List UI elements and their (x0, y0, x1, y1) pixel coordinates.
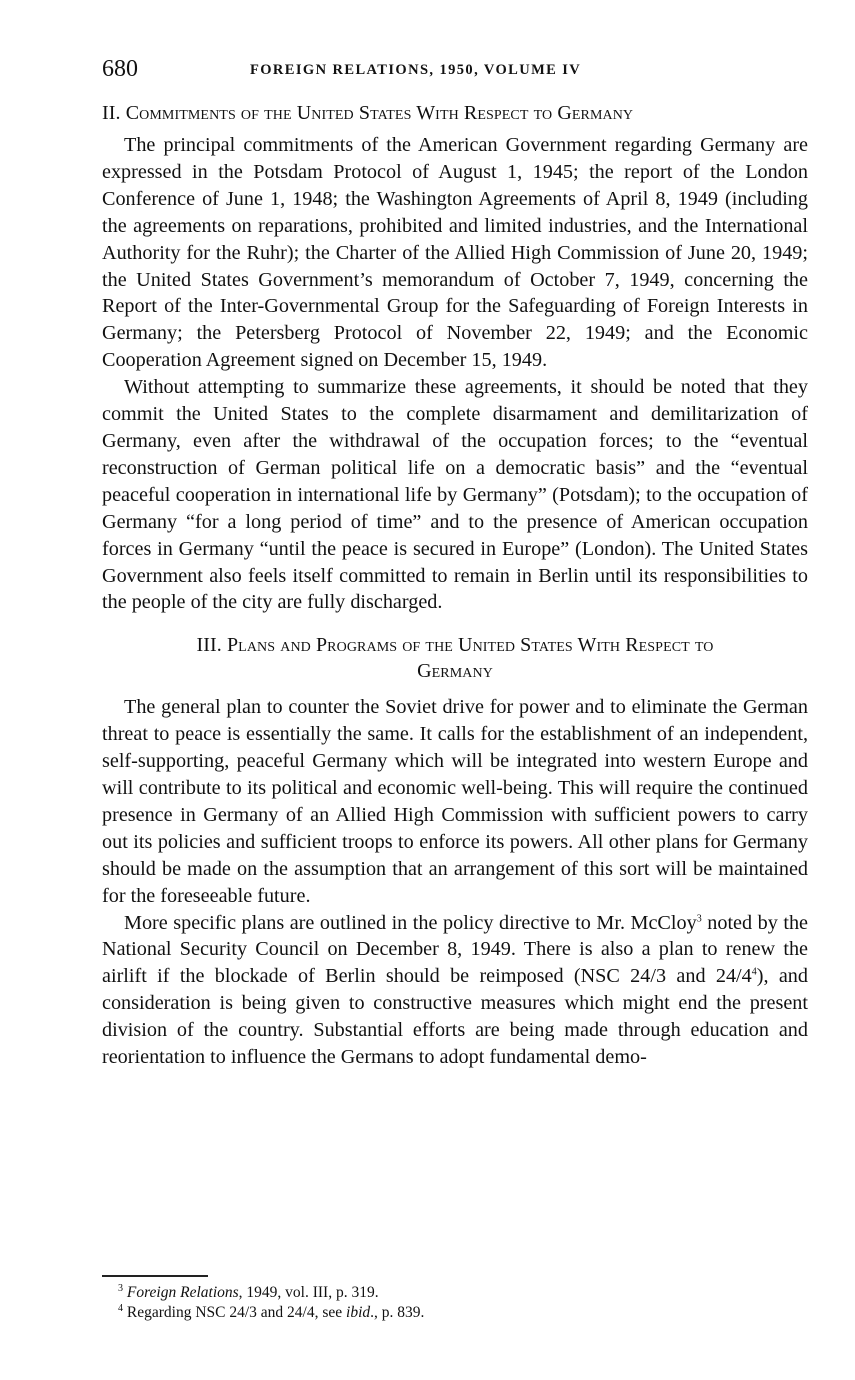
footnote-mark-3: 3 (118, 1282, 123, 1294)
footnote-3-rest: , 1949, vol. III, p. 319. (238, 1284, 379, 1301)
running-head (102, 54, 808, 88)
footnotes (118, 1283, 808, 1323)
section-heading-ii: II. Commitments of the United States With Respect to Germany (102, 102, 634, 124)
footnote-4-ibid: ibid (346, 1304, 371, 1321)
section-heading-iii-line2: Germany (417, 660, 493, 683)
footnote-3-title: Foreign Relations (126, 1284, 239, 1301)
paragraph-specific-plans-part1: More specific plans are outlined in the policy directive to Mr. McCloy (124, 911, 697, 934)
footnote-3 (118, 1283, 808, 1303)
footnote-mark-4: 4 (118, 1302, 123, 1314)
paragraph-general-plan: The general plan to counter the Soviet drive for power and to eliminate the German threat to peace is essentially the same. It calls for the establishment of an independent, self-supporting, peaceful Germany which will be integrated into western Europe and will contribute to its political and economic well-being. This will require the continued presence in Germany of an Allied High Commission with sufficient powers to carry out its policies and sufficient troops to enforce its powers. All other plans for Germany should be made on the assumption that an arrangement of this sort will be maintained for the foreseeable future. (102, 696, 808, 907)
paragraph-without-attempting: Without attempting to summarize these agreements, it should be noted that they commit the United States to the complete disarmament and demilitarization of Germany, even after the withdrawal of the occupation forces; to the “eventual reconstruction of German political life on a democratic basis” and the “eventual peaceful cooperation in international life by Germany” (Potsdam); to the occupation of Germany “for a long period of time” and to the presence of American occupation forces in Germany “until the peace is secured in Europe” (London). The United States Government also feels itself committed to remain in Berlin until its responsibilities to the people of the city are fully discharged. (102, 376, 808, 614)
footnote-ref-3: 3 (696, 912, 702, 924)
paragraph-specific-plans (102, 910, 808, 1071)
footnote-4-prefix: Regarding NSC 24/3 and 24/4, see (126, 1304, 343, 1321)
footnote-4 (118, 1303, 808, 1323)
footnote-divider (102, 1275, 208, 1277)
document-page (102, 54, 808, 1071)
footnote-ref-4: 4 (751, 966, 757, 978)
paragraph-commitments: The principal commitments of the American Government regarding Germany are expressed in the Potsdam Protocol of August 1, 1945; the report of the London Conference of June 1, 1948; the Washington Agreements of April 8, 1949 (including the agreements on reparations, prohibited and limited industries, and the International Authority for the Ruhr); the Charter of the Allied High Commission of June 20, 1949; the United States Government’s memorandum of October 7, 1949, concerning the Report of the Inter-Governmental Group for the Safeguarding of Foreign Interests in Germany; the Petersberg Protocol of November 22, 1949; and the Economic Cooperation Agreement signed on December 15, 1949. (102, 134, 808, 372)
paragraph-specific-plans-part2: noted by the National Security Council on December 8, 1949. There is also a plan to renew the airlift if the blockade of Berlin should be reimposed (NSC 24/3 and 24/4 (102, 911, 809, 988)
footnote-4-rest: ., p. 839. (370, 1304, 425, 1321)
section-heading-iii (102, 632, 808, 684)
paragraph-specific-plans-part3: ), and consideration is being given to constructive measures which might end the present division of the country. Substantial efforts are being made through education and reorientation to influence the Germans to adopt fundamental demo- (102, 965, 808, 1069)
section-heading-iii-line1: III. Plans and Programs of the United States With Respect to (196, 634, 714, 657)
running-title: FOREIGN RELATIONS, 1950, VOLUME IV (250, 62, 582, 78)
page-number: 680 (102, 56, 138, 82)
